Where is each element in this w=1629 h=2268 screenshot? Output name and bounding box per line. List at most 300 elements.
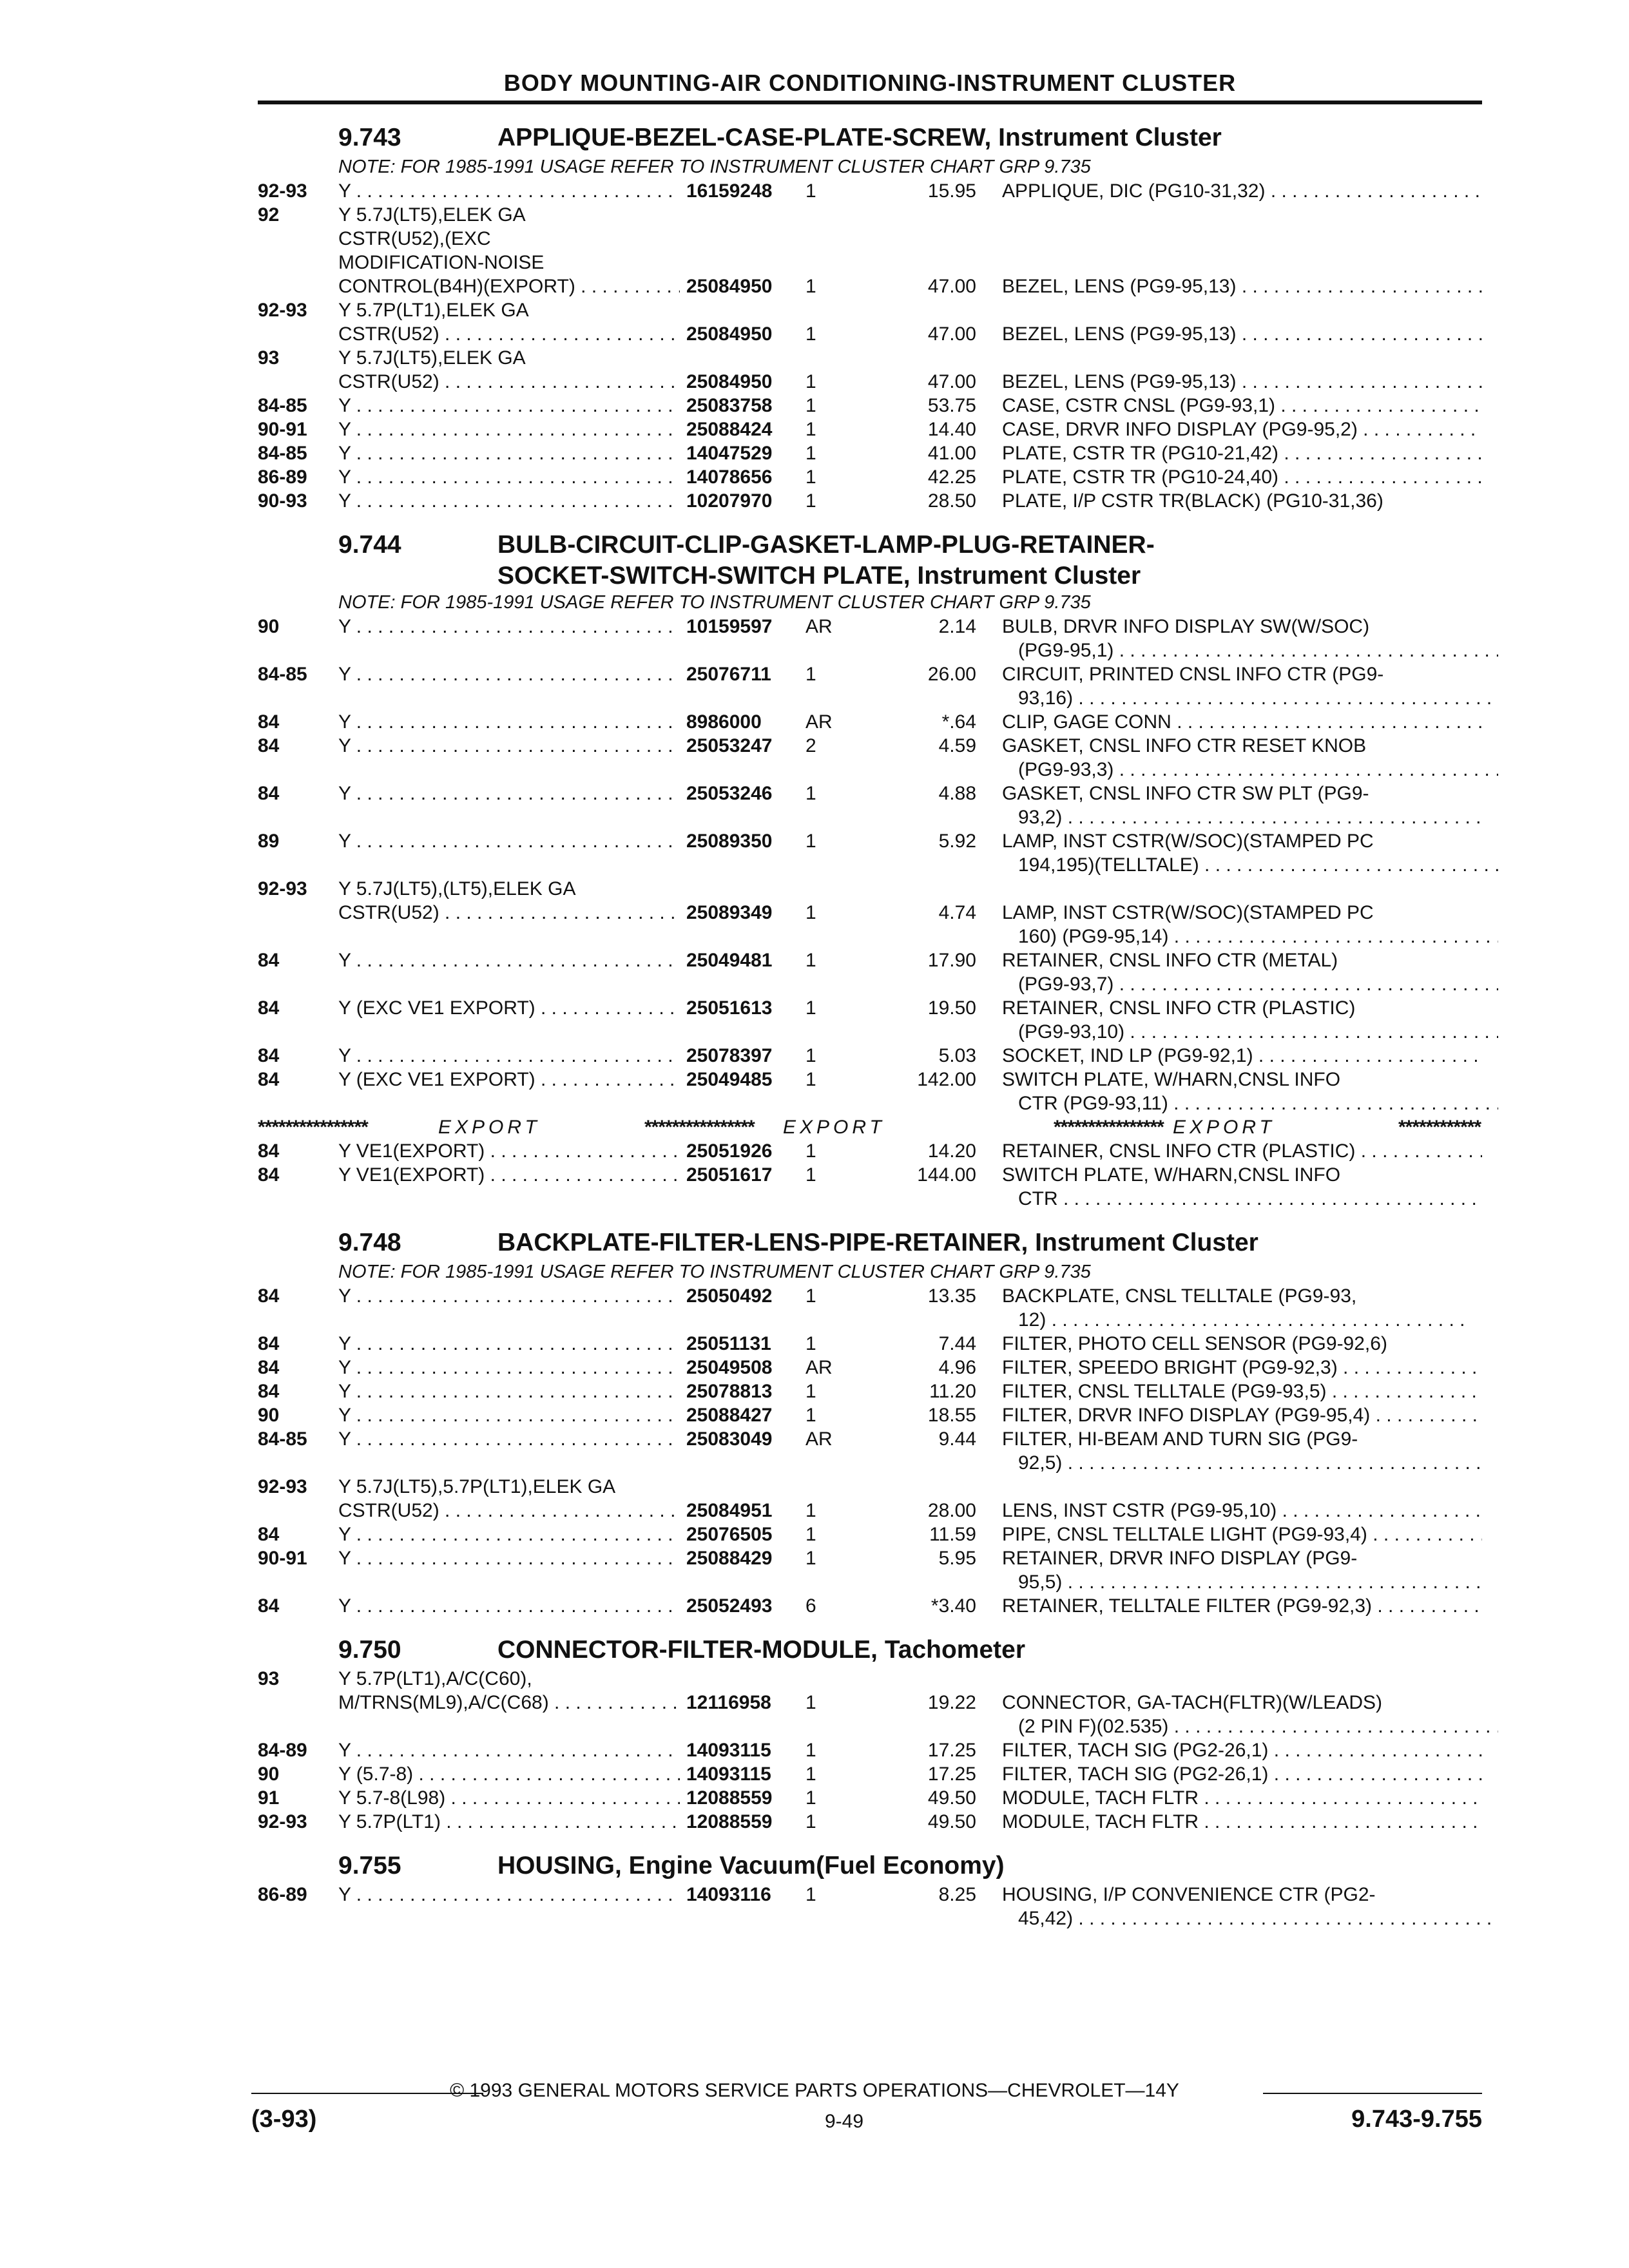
part-number: 25051131 [686, 1333, 771, 1354]
application: Y . . . [338, 662, 680, 686]
description: PLATE, CSTR TR (PG10-21,42) . . . [1002, 441, 1482, 465]
model-year: 84 [258, 1069, 280, 1090]
quantity: 2 [805, 735, 816, 756]
model-year: 84 [258, 1357, 280, 1378]
part-number: 25050492 [686, 1285, 773, 1307]
part-number: 25053247 [686, 735, 773, 756]
quantity: 1 [805, 1692, 816, 1713]
price: 49.50 [927, 1811, 976, 1832]
parts-row [258, 1284, 1482, 1308]
price: 14.20 [927, 1140, 976, 1162]
price: 4.59 [938, 735, 976, 756]
section-heading [258, 526, 1482, 562]
price: 5.95 [938, 1548, 976, 1569]
application: Y 5.7-8(L98) . . . [338, 1786, 680, 1810]
section-heading [258, 1631, 1482, 1667]
model-year: 92-93 [258, 300, 307, 321]
quantity: 1 [805, 1285, 816, 1307]
description: MODULE, TACH FLTR . . . [1002, 1810, 1482, 1834]
model-year: 84 [258, 950, 280, 971]
parts-row [258, 1738, 1482, 1762]
description: GASKET, CNSL INFO CTR SW PLT (PG9- [1002, 783, 1369, 804]
model-year: 84 [258, 1164, 280, 1186]
parts-row [258, 1091, 1482, 1115]
parts-row [258, 615, 1482, 639]
model-year: 84-85 [258, 443, 307, 464]
application: Y . . . [338, 1284, 680, 1308]
application: Y . . . [338, 1427, 680, 1451]
part-number: 25088427 [686, 1405, 773, 1426]
description: (2 PIN F)(02.535) . . . [1002, 1715, 1498, 1738]
parts-row [258, 1068, 1482, 1091]
description: CTR (PG9-93,11) . . . [1002, 1091, 1498, 1115]
model-year: 90-91 [258, 419, 307, 440]
parts-row [258, 1308, 1482, 1332]
description: CONNECTOR, GA-TACH(FLTR)(W/LEADS) [1002, 1692, 1382, 1713]
parts-row [258, 1570, 1482, 1594]
application: Y . . . [338, 394, 680, 418]
parts-row [258, 925, 1482, 948]
section-title: BULB-CIRCUIT-CLIP-GASKET-LAMP-PLUG-RETAINER- [497, 531, 1155, 559]
model-year: 84 [258, 1045, 280, 1066]
model-year: 90-91 [258, 1548, 307, 1569]
model-year: 84-89 [258, 1740, 307, 1761]
description: SWITCH PLATE, W/HARN,CNSL INFO [1002, 1164, 1341, 1186]
description: RETAINER, CNSL INFO CTR (PLASTIC) [1002, 997, 1356, 1019]
description: CLIP, GAGE CONN . . . [1002, 710, 1482, 734]
quantity: 1 [805, 1164, 816, 1186]
description: LAMP, INST CSTR(W/SOC)(STAMPED PC [1002, 831, 1374, 852]
description: RETAINER, CNSL INFO CTR (METAL) [1002, 950, 1338, 971]
quantity: 1 [805, 419, 816, 440]
model-year: 84 [258, 735, 280, 756]
model-year: 84 [258, 783, 280, 804]
application: Y . . . [338, 1738, 680, 1762]
model-year: 84 [258, 1140, 280, 1162]
model-year: 84 [258, 1285, 280, 1307]
part-number: 14093115 [686, 1740, 771, 1761]
part-number: 25078813 [686, 1381, 773, 1402]
parts-row [258, 1379, 1482, 1403]
model-year: 84 [258, 997, 280, 1019]
parts-row [258, 1786, 1482, 1810]
application: Y . . . [338, 1523, 680, 1546]
usage-note: NOTE: FOR 1985-1991 USAGE REFER TO INSTRUMENT CLUSTER CHART GRP 9.735 [338, 157, 1091, 177]
description: CIRCUIT, PRINTED CNSL INFO CTR (PG9- [1002, 664, 1384, 685]
parts-row [258, 1667, 1482, 1691]
application: Y . . . [338, 1379, 680, 1403]
parts-row [258, 1715, 1482, 1738]
footer-copyright: © 1993 GENERAL MOTORS SERVICE PARTS OPERATIONS—CHEVROLET—14Y [450, 2080, 1179, 2101]
price: 13.35 [927, 1285, 976, 1307]
description: BEZEL, LENS (PG9-95,13) . . . [1002, 274, 1482, 298]
parts-row [258, 1044, 1482, 1068]
parts-row [258, 1332, 1482, 1356]
section-title: HOUSING, Engine Vacuum(Fuel Economy) [497, 1852, 1005, 1879]
description: (PG9-93,7) . . . [1002, 972, 1498, 996]
part-number: 12116958 [686, 1692, 771, 1713]
price: 8.25 [938, 1884, 976, 1905]
description: BULB, DRVR INFO DISPLAY SW(W/SOC) [1002, 616, 1370, 637]
application: Y . . . [338, 465, 680, 489]
model-year: 90-93 [258, 490, 307, 512]
price: 15.95 [927, 180, 976, 202]
part-number: 25049481 [686, 950, 773, 971]
parts-row [258, 1427, 1482, 1451]
section-number: 9.748 [338, 1229, 401, 1256]
model-year: 92-93 [258, 1476, 307, 1497]
application: MODIFICATION-NOISE [338, 252, 545, 273]
quantity: 1 [805, 1884, 816, 1905]
parts-row [258, 1810, 1482, 1834]
part-number: 10159597 [686, 616, 773, 637]
part-number: 25049508 [686, 1357, 773, 1378]
application: Y . . . [338, 710, 680, 734]
model-year: 84-85 [258, 664, 307, 685]
application: Y 5.7P(LT1),ELEK GA [338, 300, 529, 321]
parts-row [258, 1356, 1482, 1379]
model-year: 92-93 [258, 1811, 307, 1832]
model-year: 89 [258, 831, 280, 852]
application: Y . . . [338, 1403, 680, 1427]
application: Y 5.7P(LT1),A/C(C60), [338, 1668, 532, 1689]
part-number: 25083758 [686, 395, 773, 416]
model-year: 84 [258, 1333, 280, 1354]
part-number: 25052493 [686, 1595, 773, 1617]
parts-row [258, 322, 1482, 346]
quantity: 1 [805, 443, 816, 464]
description: (PG9-93,10) . . . [1002, 1020, 1498, 1044]
parts-row [258, 1403, 1482, 1427]
model-year: 92-93 [258, 878, 307, 899]
model-year: 86-89 [258, 466, 307, 488]
parts-row [258, 734, 1482, 758]
application: Y . . . [338, 615, 680, 639]
section-heading [258, 1847, 1482, 1883]
quantity: 1 [805, 1787, 816, 1809]
quantity: 1 [805, 490, 816, 512]
quantity: 1 [805, 997, 816, 1019]
model-year: 90 [258, 1763, 280, 1785]
parts-row [258, 901, 1482, 925]
part-number: 12088559 [686, 1811, 773, 1832]
catalog-section [258, 1847, 1482, 1930]
price: 11.20 [929, 1381, 976, 1402]
description: FILTER, DRVR INFO DISPLAY (PG9-95,4) . . . [1002, 1403, 1482, 1427]
application: M/TRNS(ML9),A/C(C68) . . . [338, 1691, 680, 1715]
quantity: 1 [805, 1811, 816, 1832]
part-number: 25084950 [686, 323, 773, 345]
description: (PG9-95,1) . . . [1002, 639, 1498, 662]
description: HOUSING, I/P CONVENIENCE CTR (PG2- [1002, 1884, 1376, 1905]
model-year: 92-93 [258, 180, 307, 202]
price: 5.03 [938, 1045, 976, 1066]
description: 12) . . . [1002, 1308, 1498, 1332]
quantity: 1 [805, 902, 816, 923]
price: 11.59 [929, 1524, 976, 1545]
section-heading [258, 119, 1482, 155]
parts-row [258, 1883, 1482, 1907]
section-number: 9.743 [338, 124, 401, 151]
parts-row [258, 1163, 1482, 1187]
description: 194,195)(TELLTALE) . . . [1002, 853, 1498, 877]
parts-row [258, 441, 1482, 465]
footer-date: (3-93) [251, 2106, 317, 2133]
quantity: 1 [805, 1500, 816, 1521]
footer-page-number: 9-49 [825, 2111, 864, 2132]
section-title: BACKPLATE-FILTER-LENS-PIPE-RETAINER, Instrument Cluster [497, 1229, 1258, 1256]
price: 53.75 [927, 395, 976, 416]
description: RETAINER, DRVR INFO DISPLAY (PG9- [1002, 1548, 1358, 1569]
parts-catalog-content [258, 119, 1482, 1943]
application: Y . . . [338, 1594, 680, 1618]
section-title: CONNECTOR-FILTER-MODULE, Tachometer [497, 1636, 1026, 1664]
application: Y . . . [338, 418, 680, 441]
section-number: 9.755 [338, 1852, 401, 1879]
application: Y . . . [338, 782, 680, 805]
catalog-section [258, 526, 1482, 1211]
part-number: 25051613 [686, 997, 773, 1019]
part-number: 25084950 [686, 276, 773, 297]
quantity: 1 [805, 1045, 816, 1066]
application: Y VE1(EXPORT) . . . [338, 1163, 680, 1187]
price: 2.14 [938, 616, 976, 637]
application: Y 5.7P(LT1) . . . [338, 1810, 680, 1834]
part-number: 25078397 [686, 1045, 773, 1066]
quantity: 1 [805, 1740, 816, 1761]
part-number: 12088559 [686, 1787, 773, 1809]
quantity: 1 [805, 1140, 816, 1162]
price: 28.00 [927, 1500, 976, 1521]
parts-row [258, 805, 1482, 829]
section-heading [258, 1224, 1482, 1260]
part-number: 25076711 [686, 664, 771, 685]
export-label: EXPORT [783, 1117, 885, 1138]
description: BACKPLATE, CNSL TELLTALE (PG9-93, [1002, 1285, 1357, 1307]
model-year: 84 [258, 1381, 280, 1402]
parts-row [258, 758, 1482, 782]
parts-row [258, 179, 1482, 203]
description: FILTER, SPEEDO BRIGHT (PG9-92,3) . . . [1002, 1356, 1482, 1379]
divider-stars: ************ [1398, 1117, 1481, 1138]
part-number: 14093115 [686, 1763, 771, 1785]
catalog-section [258, 119, 1482, 513]
parts-row [258, 686, 1482, 710]
section-number: 9.750 [338, 1636, 401, 1664]
description: FILTER, TACH SIG (PG2-26,1) . . . [1002, 1738, 1482, 1762]
quantity: 1 [805, 466, 816, 488]
model-year: 91 [258, 1787, 280, 1809]
application: CSTR(U52),(EXC [338, 228, 491, 249]
application: Y . . . [338, 1332, 680, 1356]
description: APPLIQUE, DIC (PG10-31,32) . . . [1002, 179, 1482, 203]
description: LAMP, INST CSTR(W/SOC)(STAMPED PC [1002, 902, 1374, 923]
application: Y (EXC VE1 EXPORT) . . . [338, 996, 680, 1020]
export-label: EXPORT [438, 1117, 541, 1138]
price: 5.92 [938, 831, 976, 852]
parts-row [258, 710, 1482, 734]
part-number: 25088424 [686, 419, 773, 440]
application: CONTROL(B4H)(EXPORT) . . . [338, 274, 680, 298]
part-number: 25049485 [686, 1069, 773, 1090]
description: FILTER, CNSL TELLTALE (PG9-93,5) . . . [1002, 1379, 1482, 1403]
parts-row [258, 418, 1482, 441]
section-number: 9.744 [338, 531, 401, 559]
part-number: 8986000 [686, 711, 762, 733]
application: Y . . . [338, 1546, 680, 1570]
price: 17.90 [927, 950, 976, 971]
price: 4.74 [938, 902, 976, 923]
application: Y . . . [338, 1356, 680, 1379]
part-number: 16159248 [686, 180, 773, 202]
part-number: 25084950 [686, 371, 773, 392]
parts-row [258, 639, 1482, 662]
application: Y 5.7J(LT5),5.7P(LT1),ELEK GA [338, 1476, 616, 1497]
parts-row [258, 829, 1482, 853]
parts-row [258, 203, 1482, 227]
quantity: 1 [805, 395, 816, 416]
parts-row [258, 1451, 1482, 1475]
model-year: 86-89 [258, 1884, 307, 1905]
parts-row [258, 1762, 1482, 1786]
parts-row [258, 1187, 1482, 1211]
part-number: 14093116 [686, 1884, 771, 1905]
application: CSTR(U52) . . . [338, 370, 680, 394]
description: 45,42) . . . [1002, 1907, 1498, 1930]
quantity: 1 [805, 1548, 816, 1569]
application: CSTR(U52) . . . [338, 1499, 680, 1523]
application: Y 5.7J(LT5),ELEK GA [338, 347, 526, 369]
price: 14.40 [927, 419, 976, 440]
description: 95,5) . . . [1002, 1570, 1498, 1594]
parts-row [258, 1907, 1482, 1930]
catalog-section [258, 1631, 1482, 1834]
application: CSTR(U52) . . . [338, 322, 680, 346]
application: Y . . . [338, 829, 680, 853]
application: Y (EXC VE1 EXPORT) . . . [338, 1068, 680, 1091]
part-number: 25089349 [686, 902, 773, 923]
parts-row [258, 465, 1482, 489]
price: 26.00 [927, 664, 976, 685]
description: RETAINER, CNSL INFO CTR (PLASTIC) . . . [1002, 1139, 1482, 1163]
export-label: EXPORT [1173, 1117, 1275, 1138]
divider-stars: **************** [644, 1117, 755, 1138]
quantity: AR [805, 711, 833, 733]
application: Y . . . [338, 441, 680, 465]
application: Y VE1(EXPORT) . . . [338, 1139, 680, 1163]
parts-row [258, 877, 1482, 901]
quantity: 6 [805, 1595, 816, 1617]
price: 28.50 [927, 490, 976, 512]
parts-row [258, 782, 1482, 805]
model-year: 93 [258, 347, 280, 369]
price: 7.44 [938, 1333, 976, 1354]
footer-group-range: 9.743-9.755 [1351, 2106, 1482, 2133]
quantity: 1 [805, 276, 816, 297]
quantity: AR [805, 1357, 833, 1378]
parts-row [258, 227, 1482, 251]
model-year: 93 [258, 1668, 280, 1689]
description: 160) (PG9-95,14) . . . [1002, 925, 1498, 948]
page-header [258, 70, 1482, 104]
description: PLATE, I/P CSTR TR(BLACK) (PG10-31,36) [1002, 490, 1383, 512]
quantity: 1 [805, 1333, 816, 1354]
application: CSTR(U52) . . . [338, 901, 680, 925]
application: Y (5.7-8) . . . [338, 1762, 680, 1786]
description: 92,5) . . . [1002, 1451, 1498, 1475]
quantity: 1 [805, 180, 816, 202]
parts-row [258, 394, 1482, 418]
application: Y . . . [338, 1044, 680, 1068]
price: 19.22 [927, 1692, 976, 1713]
price: 47.00 [927, 371, 976, 392]
quantity: 1 [805, 950, 816, 971]
description: CASE, DRVR INFO DISPLAY (PG9-95,2) . . . [1002, 418, 1482, 441]
part-number: 14047529 [686, 443, 773, 464]
parts-row [258, 1594, 1482, 1618]
quantity: 1 [805, 1069, 816, 1090]
parts-row [258, 972, 1482, 996]
description: 93,2) . . . [1002, 805, 1498, 829]
part-number: 25076505 [686, 1524, 773, 1545]
description: FILTER, PHOTO CELL SENSOR (PG9-92,6) [1002, 1333, 1387, 1354]
divider-stars: **************** [258, 1117, 368, 1138]
description: FILTER, HI-BEAM AND TURN SIG (PG9- [1002, 1428, 1358, 1450]
quantity: 1 [805, 1524, 816, 1545]
description: SOCKET, IND LP (PG9-92,1) . . . [1002, 1044, 1482, 1068]
price: 49.50 [927, 1787, 976, 1809]
quantity: 1 [805, 1763, 816, 1785]
part-number: 25084951 [686, 1500, 773, 1521]
description: BEZEL, LENS (PG9-95,13) . . . [1002, 370, 1482, 394]
description: PLATE, CSTR TR (PG10-24,40) . . . [1002, 465, 1482, 489]
price: 144.00 [917, 1164, 976, 1186]
description: FILTER, TACH SIG (PG2-26,1) . . . [1002, 1762, 1482, 1786]
section-title-line2: SOCKET-SWITCH-SWITCH PLATE, Instrument Cluster [497, 562, 1141, 590]
parts-row [258, 251, 1482, 274]
part-number: 25053246 [686, 783, 773, 804]
parts-row [258, 662, 1482, 686]
price: 41.00 [927, 443, 976, 464]
price: 4.96 [938, 1357, 976, 1378]
parts-row [258, 274, 1482, 298]
price: 19.50 [927, 997, 976, 1019]
application: Y . . . [338, 179, 680, 203]
export-divider [258, 1115, 1482, 1139]
quantity: 1 [805, 371, 816, 392]
page-title: BODY MOUNTING-AIR CONDITIONING-INSTRUMENT CLUSTER [503, 70, 1237, 96]
model-year: 90 [258, 1405, 280, 1426]
model-year: 84-85 [258, 395, 307, 416]
application: Y . . . [338, 948, 680, 972]
parts-row [258, 853, 1482, 877]
part-number: 25051617 [686, 1164, 773, 1186]
part-number: 14078656 [686, 466, 773, 488]
price: 18.55 [927, 1405, 976, 1426]
price: 4.88 [938, 783, 976, 804]
divider-stars: **************** [1054, 1117, 1164, 1138]
price: 47.00 [927, 323, 976, 345]
description: MODULE, TACH FLTR . . . [1002, 1786, 1482, 1810]
parts-row [258, 996, 1482, 1020]
model-year: 84 [258, 1595, 280, 1617]
price: 42.25 [927, 466, 976, 488]
model-year: 84-85 [258, 1428, 307, 1450]
catalog-section [258, 1224, 1482, 1618]
application: Y . . . [338, 489, 680, 513]
parts-row [258, 1139, 1482, 1163]
usage-note: NOTE: FOR 1985-1991 USAGE REFER TO INSTRUMENT CLUSTER CHART GRP 9.735 [338, 592, 1091, 613]
